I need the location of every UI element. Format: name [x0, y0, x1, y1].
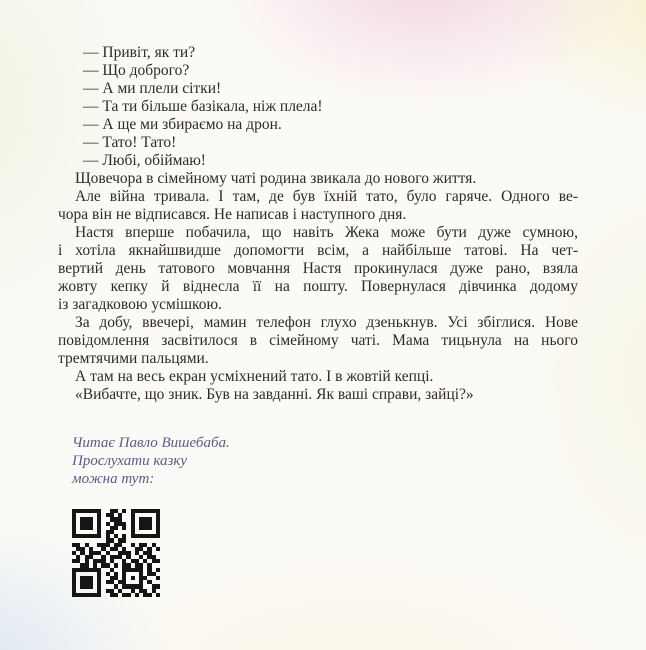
story-line: Але війна тривала. І там, де був їхній тато, було гаряче. Одного ве- [75, 188, 578, 205]
story-line: Щовечора в сімейному чаті родина звикала до нового життя. [75, 170, 477, 187]
story-text-block [58, 44, 578, 404]
dialogue-line: — Що доброго? [83, 62, 190, 79]
dialogue-line: — А ми плели сітки! [83, 80, 222, 97]
dialogue-line: — Та ти більше базікала, ніж плела! [83, 98, 323, 115]
story-line: із загадковою усмішкою. [58, 296, 222, 313]
story-line: чора він не відписався. Не написав і наступного дня. [58, 206, 407, 223]
credit-line: можна тут: [72, 471, 155, 487]
story-line: вертий день татового мовчання Настя прокинулася дуже рано, взяла [58, 260, 578, 277]
qr-code [72, 509, 160, 597]
story-line: Настя вперше побачила, що навіть Жека може бути дуже сумною, [75, 224, 578, 241]
dialogue-line: — Тато! Тато! [83, 134, 177, 151]
story-line: За добу, ввечері, мамин телефон глухо дзенькнув. Усі збіглися. Нове [75, 314, 578, 331]
credit-line: Прослухати казку [72, 453, 188, 469]
credit-line: Читає Павло Вишебаба. [72, 435, 230, 451]
dialogue-line: — А ще ми збираємо на дрон. [83, 116, 282, 133]
story-line: А там на весь екран усміхнений тато. І в жовтій кепці. [75, 368, 434, 385]
story-line: і хотіла якнайшвидше допомогти всім, а найбільше татові. На чет- [58, 242, 578, 259]
story-line: повідомлення засвітилося в сімейному чаті. Мама тицьнула на нього [58, 332, 578, 349]
story-line: жовту кепку й віднесла її на пошту. Повернулася дівчинка додому [58, 278, 578, 295]
story-line: «Вибачте, що зник. Був на завданні. Як ваші справи, зайці?» [75, 386, 474, 403]
dialogue-line: — Любі, обіймаю! [83, 152, 206, 169]
story-line: тремтячими пальцями. [58, 350, 209, 367]
narrator-credit [72, 434, 230, 488]
dialogue-line: — Привіт, як ти? [83, 44, 196, 61]
